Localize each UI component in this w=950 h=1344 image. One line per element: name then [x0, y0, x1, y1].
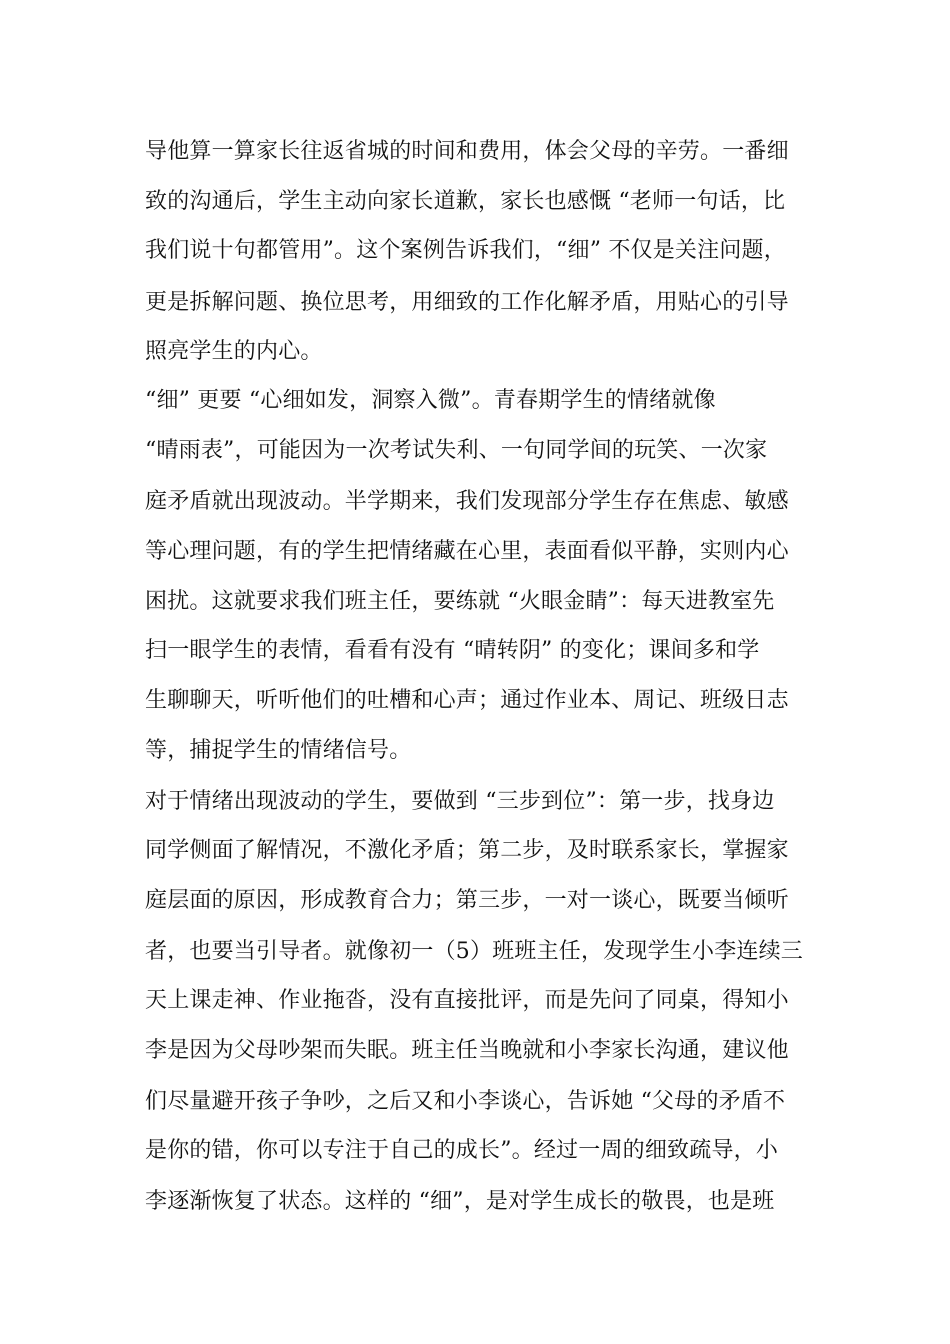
- text-line: 更是拆解问题、换位思考，用细致的工作化解矛盾，用贴心的引导: [145, 290, 789, 315]
- text-line: 是你的错，你可以专注于自己的成长”。经过一周的细致疏导，小: [145, 1138, 779, 1163]
- text-line: 同学侧面了解情况，不激化矛盾；第二步，及时联系家长，掌握家: [145, 838, 789, 863]
- text-line: “细” 更要 “心细如发，洞察入微”。青春期学生的情绪就像: [145, 388, 716, 413]
- text-line: 者，也要当引导者。就像初一（5）班班主任，发现学生小李连续三: [145, 939, 803, 964]
- text-line: 李是因为父母吵架而失眠。班主任当晚就和小李家长沟通，建议他: [145, 1038, 789, 1063]
- text-line: 李逐渐恢复了状态。这样的 “细”，是对学生成长的敬畏，也是班: [145, 1189, 775, 1214]
- text-line: 等，捕捉学生的情绪信号。: [145, 738, 412, 763]
- text-line: 照亮学生的内心。: [145, 339, 323, 364]
- text-line: 庭层面的原因，形成教育合力；第三步，一对一谈心，既要当倾听: [145, 888, 789, 913]
- text-line: 我们说十句都管用”。这个案例告诉我们，“细” 不仅是关注问题，: [145, 238, 786, 263]
- text-line: 天上课走神、作业拖沓，没有直接批评，而是先问了同桌，得知小: [145, 988, 789, 1013]
- text-line: 致的沟通后，学生主动向家长道歉，家长也感慨 “老师一句话，比: [145, 189, 786, 214]
- text-line: 对于情绪出现波动的学生，要做到 “三步到位”：第一步，找身边: [145, 789, 775, 814]
- text-line: 生聊聊天，听听他们的吐槽和心声；通过作业本、周记、班级日志: [145, 688, 789, 713]
- text-line: 庭矛盾就出现波动。半学期来，我们发现部分学生存在焦虑、敏感: [145, 489, 789, 514]
- text-line: 困扰。这就要求我们班主任，要练就 “火眼金睛”：每天进教室先: [145, 589, 775, 614]
- text-line: 导他算一算家长往返省城的时间和费用，体会父母的辛劳。一番细: [145, 139, 789, 164]
- text-line: 扫一眼学生的表情，看看有没有 “晴转阴” 的变化；课间多和学: [145, 638, 760, 663]
- text-line: 等心理问题，有的学生把情绪藏在心里，表面看似平静，实则内心: [145, 539, 789, 564]
- text-line: 们尽量避开孩子争吵，之后又和小李谈心，告诉她 “父母的矛盾不: [145, 1089, 786, 1114]
- text-line: “晴雨表”，可能因为一次考试失利、一句同学间的玩笑、一次家: [145, 438, 768, 463]
